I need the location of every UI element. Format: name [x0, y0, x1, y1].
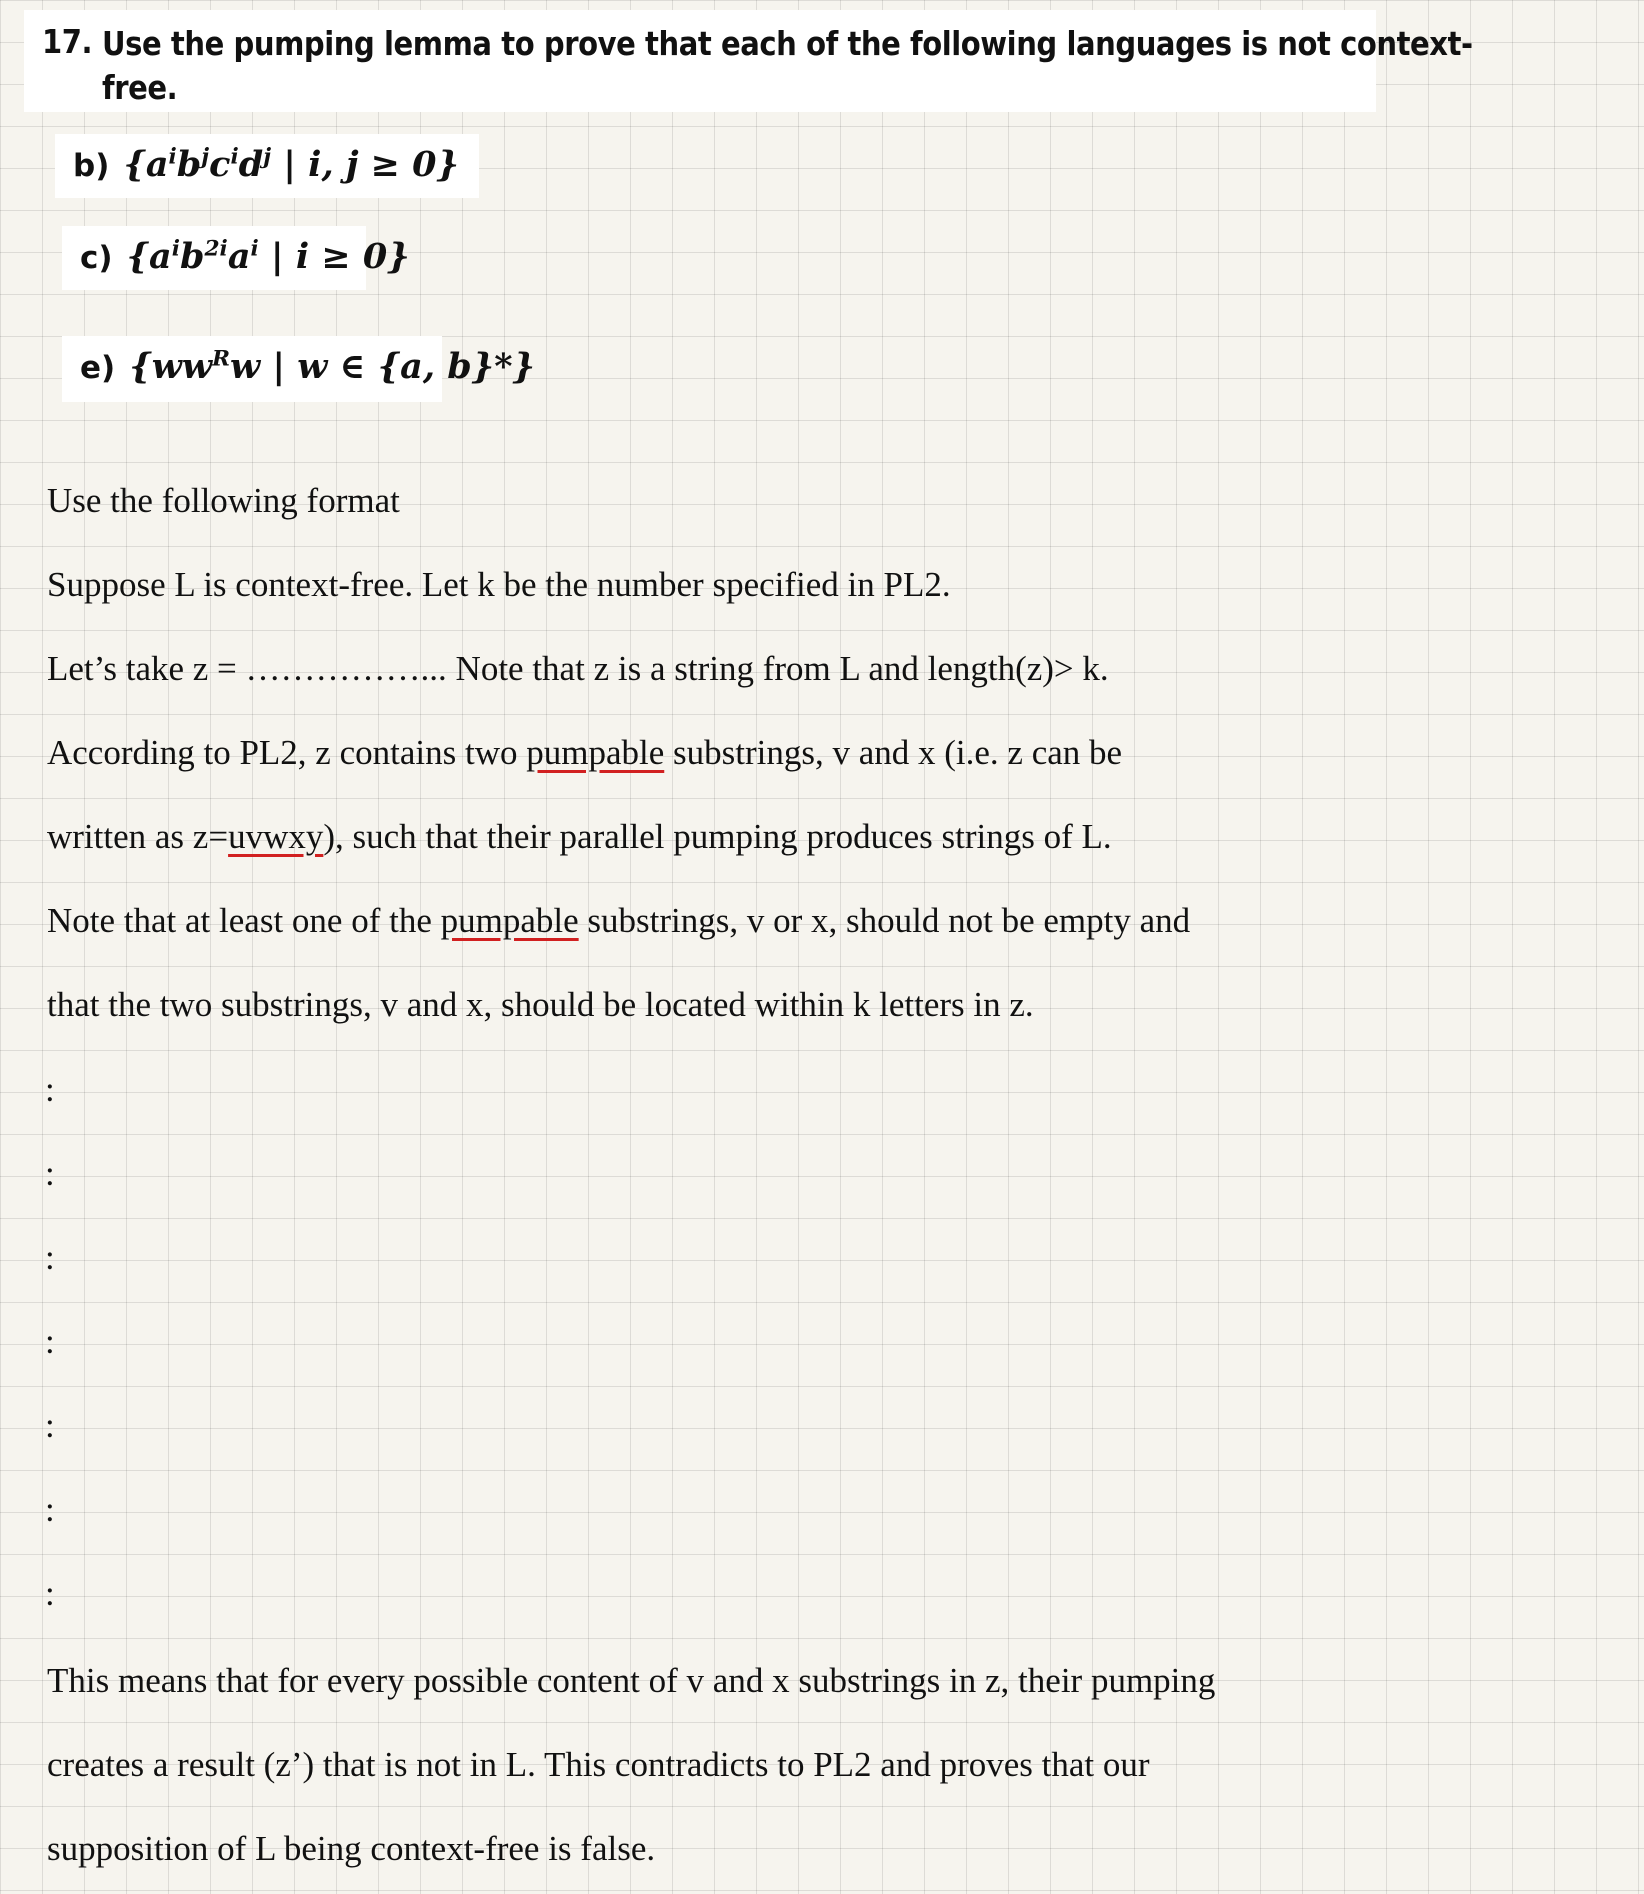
language-b-content: [73, 144, 459, 185]
conclusion-line-2: creates a result (z’) that is not in L. This contradicts to PL2 and proves that our: [47, 1745, 1150, 1784]
spell-underlined-word: uvwxy: [228, 817, 324, 856]
problem-text-line-2: free.: [102, 68, 178, 107]
spell-underlined-word: pumpable: [526, 733, 665, 772]
conclusion-line-3: supposition of L being context-free is false.: [47, 1829, 656, 1868]
ellipsis-colon: :: [45, 1322, 55, 1361]
problem-text-line-1: Use the pumping lemma to prove that each of the following languages is not context-: [102, 24, 1473, 63]
ellipsis-colon: :: [45, 1574, 55, 1613]
ellipsis-colon: :: [45, 1406, 55, 1445]
ellipsis-colon: :: [45, 1154, 55, 1193]
language-c-set: {$a^ib^{2i}a^i$ | i ≥ 0}: [126, 236, 410, 277]
format-line-written-a: written as z=: [47, 817, 229, 856]
ellipsis-colon: :: [45, 1490, 55, 1529]
format-line-take-z: Let’s take z = ……………... Note that z is a string from L and length(z)> k.: [47, 649, 1109, 688]
format-heading: Use the following format: [47, 481, 400, 520]
format-line-note-b: substrings, v or x, should not be empty and: [578, 901, 1191, 940]
language-c-label: c): [80, 240, 113, 276]
language-e-set: {$ww^Rw$ | w ∈ {a, b}*}: [129, 346, 536, 387]
format-line-pl2-a: According to PL2, z contains two: [47, 733, 527, 772]
language-item-c: [62, 226, 410, 290]
format-line-pl2: [47, 733, 1122, 773]
format-line-pl2-b: substrings, v and x (i.e. z can be: [664, 733, 1123, 772]
conclusion-line-1: This means that for every possible content of v and x substrings in z, their pumping: [47, 1661, 1216, 1700]
problem-statement: [24, 10, 1473, 112]
language-b-set: {$a^ib^jc^id^j$ | i, j ≥ 0}: [123, 144, 460, 185]
spell-underlined-word: pumpable: [440, 901, 579, 940]
ellipsis-colon: :: [45, 1238, 55, 1277]
ellipsis-colon: :: [45, 1070, 55, 1109]
format-line-note-a: Note that at least one of the: [47, 901, 441, 940]
format-line-written-b: ), such that their parallel pumping produces strings of L.: [323, 817, 1112, 856]
language-b-label: b): [73, 148, 110, 184]
format-line-located: that the two substrings, v and x, should be located within k letters in z.: [47, 985, 1034, 1024]
format-line-suppose: Suppose L is context-free. Let k be the number specified in PL2.: [47, 565, 951, 604]
language-item-b: [55, 134, 479, 198]
format-line-written: [47, 817, 1112, 857]
language-c-content: [80, 236, 410, 277]
problem-number: 17.: [42, 22, 93, 61]
language-e-content: [80, 346, 535, 387]
language-item-e: [62, 336, 536, 402]
problem-text: [102, 22, 1473, 110]
language-e-label: e): [80, 350, 116, 386]
format-line-note: [47, 901, 1190, 941]
